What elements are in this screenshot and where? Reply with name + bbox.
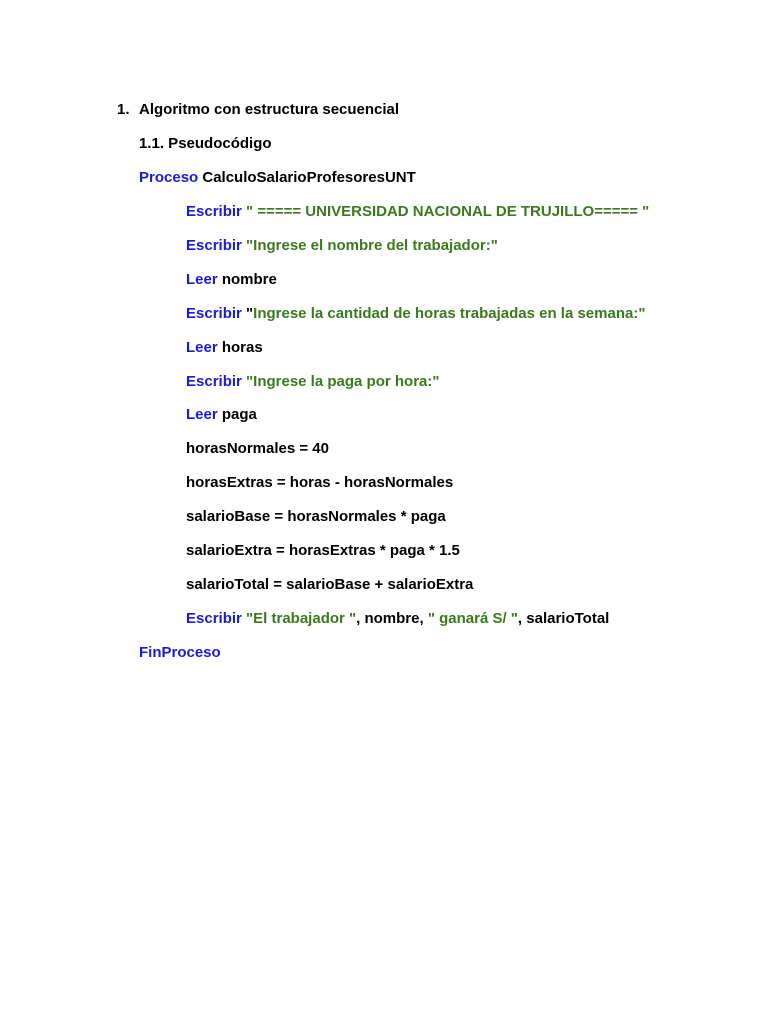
- identifier: horas: [221, 339, 263, 356]
- process-start: [139, 169, 416, 187]
- process-end: FinProceso: [139, 644, 221, 661]
- code-line-13: [186, 610, 609, 628]
- string-literal: " ===== UNIVERSIDAD NACIONAL DE TRUJILLO===== ": [246, 203, 650, 220]
- identifier: , nombre,: [356, 610, 428, 627]
- keyword: Leer: [186, 406, 218, 423]
- identifier: , salarioTotal: [517, 610, 610, 627]
- code-line-3: [186, 271, 277, 289]
- keyword: Escribir: [186, 237, 242, 254]
- code-line-12: salarioTotal = salarioBase + salarioExtra: [186, 576, 474, 593]
- section-title: Algoritmo con estructura secuencial: [139, 101, 400, 118]
- identifier: paga: [221, 406, 257, 423]
- keyword: Escribir: [186, 305, 242, 322]
- code-line-8: horasNormales = 40: [186, 440, 329, 457]
- code-line-6: [186, 373, 439, 391]
- keyword: Leer: [186, 339, 218, 356]
- process-keyword: Proceso: [139, 169, 199, 186]
- keyword: Escribir: [186, 373, 242, 390]
- code-line-1: [186, 203, 649, 221]
- keyword: Escribir: [186, 610, 242, 627]
- code-line-9: horasExtras = horas - horasNormales: [186, 474, 454, 491]
- section-heading: [117, 101, 399, 119]
- code-line-4: [186, 305, 645, 323]
- code-line-2: [186, 237, 498, 255]
- string-literal: "El trabajador ": [246, 610, 357, 627]
- process-name: CalculoSalarioProfesoresUNT: [202, 169, 416, 186]
- keyword: Leer: [186, 271, 218, 288]
- section-number: 1.: [117, 101, 130, 118]
- keyword: Escribir: [186, 203, 242, 220]
- code-line-5: [186, 339, 263, 357]
- string-literal: " ganará S/ ": [427, 610, 518, 627]
- identifier: nombre: [221, 271, 277, 288]
- open-quote: ": [246, 305, 254, 322]
- string-literal: "Ingrese la paga por hora:": [246, 373, 440, 390]
- code-line-10: salarioBase = horasNormales * paga: [186, 508, 446, 525]
- code-line-11: salarioExtra = horasExtras * paga * 1.5: [186, 542, 460, 559]
- string-literal: Ingrese la cantidad de horas trabajadas en la semana:": [253, 305, 646, 322]
- string-literal: "Ingrese el nombre del trabajador:": [246, 237, 498, 254]
- code-line-7: [186, 406, 257, 424]
- subsection-heading: 1.1. Pseudocódigo: [139, 135, 272, 152]
